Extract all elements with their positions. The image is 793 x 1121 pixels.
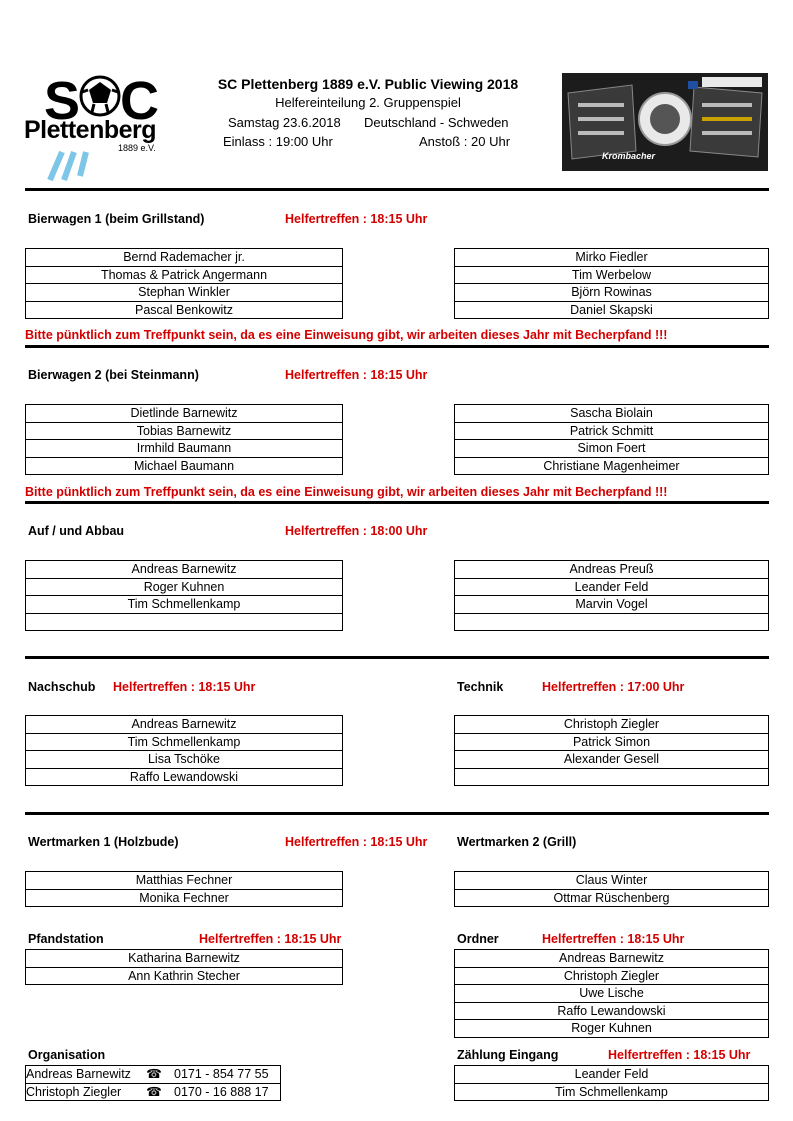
helper-cell: Andreas Preuß [455, 561, 769, 579]
meet-time-zaehlung: Helfertreffen : 18:15 Uhr [608, 1048, 751, 1062]
svg-text:S: S [43, 72, 80, 131]
helper-cell: Katharina Barnewitz [26, 950, 343, 968]
technik-table [454, 715, 769, 786]
table-row [455, 1020, 769, 1038]
helper-cell: Tim Schmellenkamp [455, 1083, 769, 1101]
club-logo-name: Plettenberg [24, 116, 157, 144]
table-row [26, 440, 343, 458]
sponsor-brand: Krombacher [602, 151, 656, 161]
zaehlung-table [454, 1065, 769, 1101]
section-title-zaehlung: Zählung Eingang [457, 1048, 559, 1062]
meet-time-wertmarken: Helfertreffen : 18:15 Uhr [285, 835, 428, 849]
section-title-aufbau: Auf / und Abbau [28, 524, 125, 538]
helper-cell: Roger Kuhnen [455, 1020, 769, 1038]
helper-cell: Monika Fechner [26, 889, 343, 907]
club-logo-year: 1889 e.V. [118, 143, 156, 153]
table-row [455, 578, 769, 596]
organisation-table [25, 1065, 281, 1101]
bierwagen1-right-table [454, 248, 769, 319]
table-row [455, 751, 769, 769]
page-title: SC Plettenberg 1889 e.V. Public Viewing 2018 [217, 76, 519, 92]
meet-time-bierwagen1: Helfertreffen : 18:15 Uhr [285, 212, 428, 226]
table-row [26, 768, 343, 786]
helper-cell: Tobias Barnewitz [26, 422, 343, 440]
table-row [455, 985, 769, 1003]
helper-cell: Daniel Skapski [455, 301, 769, 319]
aufbau-left-table [25, 560, 343, 631]
bierwagen2-right-table [454, 404, 769, 475]
table-row [455, 872, 769, 890]
divider [25, 345, 769, 348]
section-title-pfandstation: Pfandstation [28, 932, 104, 946]
divider [25, 656, 769, 659]
helper-cell: Sascha Biolain [455, 405, 769, 423]
table-row [26, 457, 343, 475]
table-row [26, 578, 343, 596]
table-row [26, 284, 343, 302]
table-row [455, 561, 769, 579]
helper-cell: Simon Foert [455, 440, 769, 458]
contact-phone: 0170 - 16 888 17 [164, 1083, 281, 1101]
table-row [455, 733, 769, 751]
helper-cell: Tim Schmellenkamp [26, 733, 343, 751]
table-row [455, 405, 769, 423]
helper-cell: Ann Kathrin Stecher [26, 967, 343, 985]
section-title-ordner: Ordner [457, 932, 499, 946]
table-row [455, 301, 769, 319]
table-row [26, 422, 343, 440]
helper-cell: Raffo Lewandowski [455, 1002, 769, 1020]
section-title-bierwagen1: Bierwagen 1 (beim Grillstand) [28, 212, 205, 226]
helper-cell: Tim Schmellenkamp [26, 596, 343, 614]
helper-cell: Raffo Lewandowski [26, 768, 343, 786]
divider [25, 188, 769, 191]
table-row [455, 889, 769, 907]
helper-cell: Leander Feld [455, 1066, 769, 1084]
helper-cell: Pascal Benkowitz [26, 301, 343, 319]
helper-cell: Dietlinde Barnewitz [26, 405, 343, 423]
table-row [455, 1066, 769, 1084]
helper-cell: Bernd Rademacher jr. [26, 249, 343, 267]
section-title-technik: Technik [457, 680, 504, 694]
table-row [455, 1083, 769, 1101]
ordner-table [454, 949, 769, 1038]
helper-cell: Roger Kuhnen [26, 578, 343, 596]
table-row [26, 1066, 281, 1084]
helper-cell [455, 768, 769, 786]
helper-cell: Patrick Simon [455, 733, 769, 751]
helper-cell: Irmhild Baumann [26, 440, 343, 458]
contact-phone: 0171 - 854 77 55 [164, 1066, 281, 1084]
table-row [26, 249, 343, 267]
helper-cell: Stephan Winkler [26, 284, 343, 302]
table-row [26, 950, 343, 968]
page-subtitle: Helfereinteilung 2. Gruppenspiel [275, 95, 461, 110]
notice-bierwagen2: Bitte pünktlich zum Treffpunkt sein, da es eine Einweisung gibt, wir arbeiten dieses Jahr mit Becherpfand !!! [25, 485, 668, 499]
helper-cell: Tim Werbelow [455, 266, 769, 284]
contact-name: Andreas Barnewitz [26, 1066, 145, 1084]
table-row [455, 457, 769, 475]
pfandstation-table [25, 949, 343, 985]
table-row [455, 1002, 769, 1020]
section-title-nachschub: Nachschub [28, 680, 96, 694]
helper-cell: Lisa Tschöke [26, 751, 343, 769]
table-row [26, 405, 343, 423]
meet-time-pfandstation: Helfertreffen : 18:15 Uhr [199, 932, 342, 946]
table-row [26, 1083, 281, 1101]
bierwagen1-left-table [25, 248, 343, 319]
table-row [455, 284, 769, 302]
helper-cell: Mirko Fiedler [455, 249, 769, 267]
table-row [455, 950, 769, 968]
helper-cell: Christoph Ziegler [455, 716, 769, 734]
notice-bierwagen1: Bitte pünktlich zum Treffpunkt sein, da es eine Einweisung gibt, wir arbeiten dieses Jahr mit Becherpfand !!! [25, 328, 668, 342]
table-row [455, 596, 769, 614]
table-row [26, 872, 343, 890]
helper-cell: Christoph Ziegler [455, 967, 769, 985]
contact-name: Christoph Ziegler [26, 1083, 145, 1101]
wertmarken1-table [25, 871, 343, 907]
section-title-wertmarken2: Wertmarken 2 (Grill) [457, 835, 577, 849]
helper-cell: Ottmar Rüschenberg [455, 889, 769, 907]
helper-cell: Andreas Barnewitz [455, 950, 769, 968]
helper-cell: Matthias Fechner [26, 872, 343, 890]
helper-cell: Andreas Barnewitz [26, 561, 343, 579]
table-row [26, 561, 343, 579]
wertmarken2-table [454, 871, 769, 907]
meet-time-ordner: Helfertreffen : 18:15 Uhr [542, 932, 685, 946]
table-row [26, 889, 343, 907]
table-row [26, 266, 343, 284]
meet-time-bierwagen2: Helfertreffen : 18:15 Uhr [285, 368, 428, 382]
table-row [455, 249, 769, 267]
svg-text:C: C [120, 72, 159, 131]
section-title-bierwagen2: Bierwagen 2 (bei Steinmann) [28, 368, 199, 382]
meet-time-aufbau: Helfertreffen : 18:00 Uhr [285, 524, 428, 538]
event-anstoss: Anstoß : 20 Uhr [419, 134, 511, 149]
helper-cell: Andreas Barnewitz [26, 716, 343, 734]
section-title-organisation: Organisation [28, 1048, 106, 1062]
helper-cell: Patrick Schmitt [455, 422, 769, 440]
helper-cell: Michael Baumann [26, 457, 343, 475]
bierwagen2-left-table [25, 404, 343, 475]
helper-cell: Marvin Vogel [455, 596, 769, 614]
table-row [455, 422, 769, 440]
table-row [455, 768, 769, 786]
table-row [26, 613, 343, 631]
event-date: Samstag 23.6.2018 [228, 115, 341, 130]
meet-time-nachschub: Helfertreffen : 18:15 Uhr [113, 680, 256, 694]
event-einlass: Einlass : 19:00 Uhr [223, 134, 333, 149]
phone-icon: ☎ [144, 1083, 164, 1101]
aufbau-right-table [454, 560, 769, 631]
table-row [455, 266, 769, 284]
helper-cell: Leander Feld [455, 578, 769, 596]
nachschub-table [25, 715, 343, 786]
event-match: Deutschland - Schweden [364, 115, 509, 130]
table-row [455, 613, 769, 631]
helper-cell: Christiane Magenheimer [455, 457, 769, 475]
helper-cell [26, 613, 343, 631]
table-row [26, 967, 343, 985]
helper-cell [455, 613, 769, 631]
sponsor-banner [562, 73, 768, 171]
phone-icon: ☎ [144, 1066, 164, 1084]
table-row [26, 751, 343, 769]
meet-time-technik: Helfertreffen : 17:00 Uhr [542, 680, 685, 694]
table-row [26, 596, 343, 614]
table-row [455, 440, 769, 458]
table-row [26, 301, 343, 319]
helper-cell: Thomas & Patrick Angermann [26, 266, 343, 284]
table-row [26, 716, 343, 734]
divider [25, 501, 769, 504]
helper-cell: Björn Rowinas [455, 284, 769, 302]
table-row [26, 733, 343, 751]
sponsor-banner-graphic [562, 73, 768, 171]
table-row [455, 967, 769, 985]
divider [25, 812, 769, 815]
helper-cell: Claus Winter [455, 872, 769, 890]
table-row [455, 716, 769, 734]
section-title-wertmarken1: Wertmarken 1 (Holzbude) [28, 835, 179, 849]
helper-cell: Uwe Lische [455, 985, 769, 1003]
helper-cell: Alexander Gesell [455, 751, 769, 769]
